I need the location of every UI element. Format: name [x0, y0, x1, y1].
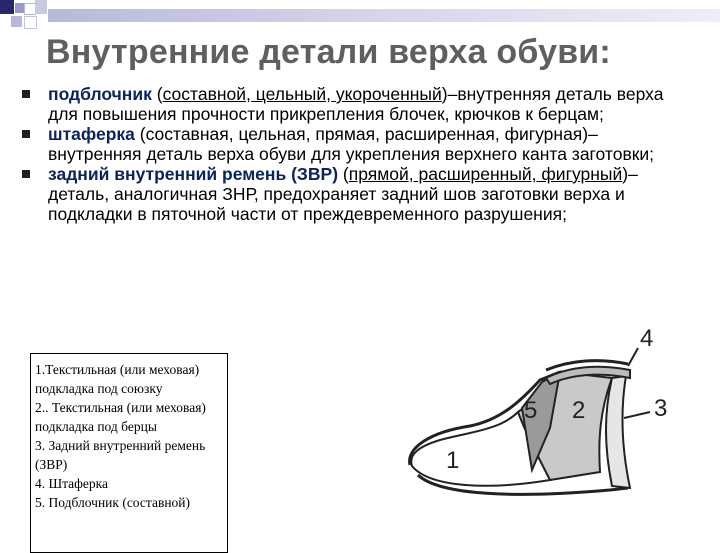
- bullet-text: )– деталь, аналогичная ЗНР, предохраняет задний шов заготовки верха и подкладки в пяточной части от преждевременного разрушения;: [48, 164, 638, 224]
- caption-line-3: 3. Задний внутренний ремень (ЗВР): [35, 438, 206, 472]
- bullet-list: [22, 84, 692, 224]
- corner-square-outline-2: [24, 16, 37, 29]
- leader-line-3: [624, 412, 650, 418]
- term: задний внутренний ремень (ЗВР): [48, 164, 339, 184]
- caption-line-4: 4. Штаферка: [35, 476, 109, 491]
- square-bullet-icon: [22, 90, 30, 98]
- back-strap: [606, 376, 630, 488]
- shoe-parts-diagram: [400, 320, 720, 540]
- page-title: Внутренние детали верха обуви:: [46, 33, 611, 71]
- bullet-open-paren: (: [338, 164, 349, 184]
- caption-box: [30, 353, 228, 553]
- term: штаферка: [48, 124, 135, 144]
- bullet-item-shtaferka: [22, 124, 692, 164]
- caption-line-5: 5. Подблочник (составной): [35, 495, 191, 510]
- bullet-open-paren: (: [151, 84, 163, 104]
- diagram-label-2: 2: [572, 397, 586, 424]
- caption-line-2: 2.. Текстильная (или меховая) подкладка под берцы: [35, 400, 206, 434]
- variants-link: прямой, расширенный, фигурный: [348, 164, 623, 184]
- diagram-label-5: 5: [524, 397, 538, 424]
- leader-line-4: [628, 348, 638, 366]
- diagram-label-3: 3: [654, 395, 668, 422]
- square-bullet-icon: [22, 170, 30, 178]
- bullet-item-zvr: [22, 164, 692, 224]
- corner-square-pale: [35, 0, 47, 14]
- bullet-item-podblochnik: [22, 84, 692, 124]
- bullet-text: )–внутренняя деталь верха для повышения прочности прикрепления блочек, крючков к берцам;: [48, 84, 664, 124]
- square-bullet-icon: [22, 130, 30, 138]
- caption-line-1: 1.Текстильная (или меховая) подкладка под союзку: [35, 362, 200, 396]
- corner-square-dark: [0, 0, 14, 14]
- corner-square-light: [11, 16, 22, 27]
- term: подблочник: [48, 84, 152, 104]
- diagram-label-4: 4: [640, 325, 654, 352]
- variants-link: составной, цельный, укороченный: [162, 84, 442, 104]
- diagram-label-1: 1: [446, 447, 460, 474]
- title-gradient-bar: [48, 9, 720, 22]
- bullet-text: (составная, цельная, прямая, расширенная, фигурная)– внутренняя деталь верха обуви для укрепления верхнего канта заготовки;: [48, 124, 655, 164]
